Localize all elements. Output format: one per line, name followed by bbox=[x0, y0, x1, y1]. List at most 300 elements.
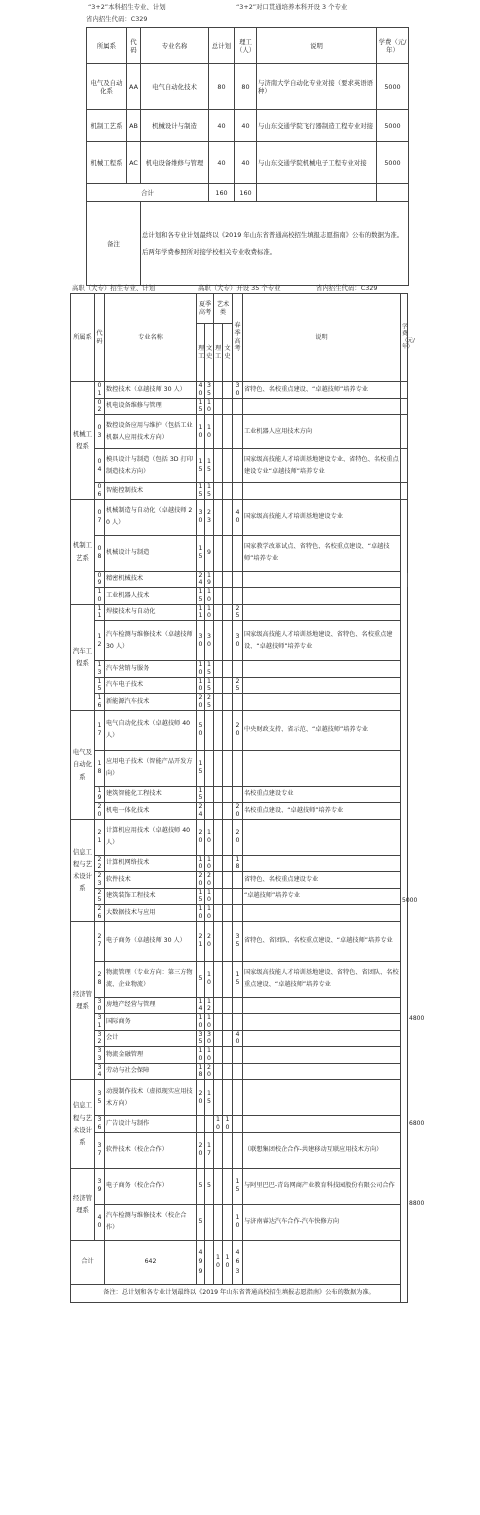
cell-science: 5 bbox=[197, 961, 205, 997]
cell-major: 机电设备维修与管理 bbox=[105, 398, 197, 415]
cell-art-science bbox=[214, 604, 223, 621]
cell-liberal: 12 bbox=[205, 997, 214, 1014]
cell-science: 11 bbox=[197, 604, 205, 621]
cell-desc: 国家级高技能人才培训基地建设专业 bbox=[243, 499, 401, 535]
cell-desc bbox=[243, 1014, 401, 1031]
cell-spring: 18 bbox=[233, 855, 243, 872]
cell-art-liberal bbox=[223, 604, 233, 621]
total-art-science: 10 bbox=[214, 1240, 223, 1284]
cell-art-science bbox=[214, 855, 223, 872]
cell-major: 机电一体化技术 bbox=[105, 803, 197, 820]
cell-art-science bbox=[214, 535, 223, 571]
cell-code: 04 bbox=[95, 449, 105, 483]
cell-desc: “卓越技师”培养专业 bbox=[243, 888, 401, 905]
cell-liberal: 15 bbox=[205, 483, 214, 500]
cell-liberal: 20 bbox=[205, 872, 214, 889]
cell-spring bbox=[233, 1132, 243, 1168]
cell-art-liberal bbox=[223, 588, 233, 605]
cell-art-science bbox=[214, 1047, 223, 1064]
cell-science: 10 bbox=[197, 1014, 205, 1031]
table-row bbox=[71, 1063, 408, 1080]
cell-desc bbox=[243, 571, 401, 588]
bachelor-plan-table bbox=[86, 27, 409, 286]
cell-liberal bbox=[205, 1204, 214, 1240]
cell-fee-blank bbox=[401, 415, 408, 449]
table-row bbox=[71, 483, 408, 500]
cell-art-science bbox=[214, 621, 223, 661]
cell-fee: 5000 bbox=[377, 110, 409, 142]
cell-desc bbox=[243, 588, 401, 605]
cell-spring bbox=[233, 661, 243, 678]
table-row bbox=[71, 710, 408, 750]
cell-art-liberal bbox=[223, 888, 233, 905]
cell-fee-blank bbox=[401, 483, 408, 500]
cell-code: 06 bbox=[95, 483, 105, 500]
table-row bbox=[71, 888, 408, 905]
cell-liberal: 10 bbox=[205, 588, 214, 605]
cell-liberal bbox=[205, 803, 214, 820]
cell-code: 34 bbox=[95, 1063, 105, 1080]
cell-major: 电子商务（卓越技师 30 人） bbox=[105, 921, 197, 961]
cell-science: 5 bbox=[197, 1204, 205, 1240]
cell-major: 新能源汽车技术 bbox=[105, 694, 197, 711]
cell-major: 国际商务 bbox=[105, 1014, 197, 1031]
total-label: 合计 bbox=[71, 1240, 105, 1284]
total-value: 642 bbox=[105, 1240, 197, 1284]
cell-code: 30 bbox=[95, 997, 105, 1014]
th2-major: 专业名称 bbox=[105, 294, 197, 382]
cell-dept: 机械工程系 bbox=[87, 142, 127, 184]
cell-art-liberal bbox=[223, 1047, 233, 1064]
cell-art-liberal bbox=[223, 786, 233, 803]
cell-fee: 5000 bbox=[377, 142, 409, 184]
cell-spring: 25 bbox=[233, 604, 243, 621]
th-dept: 所属系 bbox=[87, 28, 127, 64]
cell-art-liberal bbox=[223, 382, 233, 399]
cell-fee: 5000 bbox=[401, 499, 408, 1302]
cell-major: 焊接技术与自动化 bbox=[105, 604, 197, 621]
cell-code: AA bbox=[127, 64, 141, 110]
cell-dept: 汽车工程系 bbox=[71, 604, 95, 710]
th-total: 总计划 bbox=[209, 28, 235, 64]
cell-liberal: 10 bbox=[205, 415, 214, 449]
cell-major: 智能控制技术 bbox=[105, 483, 197, 500]
th2-science: 理工 bbox=[197, 324, 205, 382]
cell-spring: 30 bbox=[233, 621, 243, 661]
th2-liberal: 文史 bbox=[205, 324, 214, 382]
cell-desc bbox=[243, 398, 401, 415]
table-row bbox=[71, 750, 408, 786]
table-row bbox=[71, 415, 408, 449]
cell-science: 40 bbox=[197, 382, 205, 399]
cell-science: 10 bbox=[197, 855, 205, 872]
cell-desc bbox=[243, 819, 401, 855]
plan1-title: “3+2”本科招生专业、计划 bbox=[88, 3, 166, 11]
cell-art-science bbox=[214, 1063, 223, 1080]
table-row bbox=[71, 677, 408, 694]
cell-art-science bbox=[214, 382, 223, 399]
total-row bbox=[71, 1240, 408, 1284]
cell-spring bbox=[233, 588, 243, 605]
cell-code: 01 bbox=[95, 382, 105, 399]
cell-major: 汽车检测与维修技术（校企合作） bbox=[105, 1204, 197, 1240]
cell-code: AB bbox=[127, 110, 141, 142]
cell-art-liberal bbox=[223, 661, 233, 678]
cell-art-liberal bbox=[223, 1132, 233, 1168]
cell-liberal: 19 bbox=[205, 571, 214, 588]
cell-art-science bbox=[214, 661, 223, 678]
cell-art-liberal bbox=[223, 415, 233, 449]
cell-art-liberal bbox=[223, 499, 233, 535]
cell-science: 15 bbox=[197, 449, 205, 483]
cell-major: 机械设计与制造 bbox=[105, 535, 197, 571]
cell-art-science bbox=[214, 786, 223, 803]
cell-major: 数控设备应用与维护（包括工业机器人应用技术方向） bbox=[105, 415, 197, 449]
th2-art-science: 理工 bbox=[214, 324, 223, 382]
cell-art-science bbox=[214, 819, 223, 855]
cell-liberal bbox=[205, 1116, 214, 1133]
cell-code: 12 bbox=[95, 621, 105, 661]
cell-liberal bbox=[205, 710, 214, 750]
cell-science: 20 bbox=[197, 1132, 205, 1168]
cell-dept: 机制工艺系 bbox=[87, 110, 127, 142]
cell-major: 机械设计与制造 bbox=[141, 110, 209, 142]
cell-code: AC bbox=[127, 142, 141, 184]
cell-dept: 电气及自动化系 bbox=[87, 64, 127, 110]
cell-major: 物流管理（专业方向：第三方物流、企业物流） bbox=[105, 961, 197, 997]
cell-science: 80 bbox=[235, 64, 257, 110]
cell-science: 15 bbox=[197, 483, 205, 500]
cell-art-liberal bbox=[223, 571, 233, 588]
cell-major: 会计 bbox=[105, 1030, 197, 1047]
total-spring: 463 bbox=[233, 1240, 243, 1284]
cell-fee-blank bbox=[401, 398, 408, 415]
th-major: 专业名称 bbox=[141, 28, 209, 64]
cell-desc bbox=[243, 694, 401, 711]
cell-major: 机械制造与自动化（卓越技师 20 人） bbox=[105, 499, 197, 535]
cell-code: 37 bbox=[95, 1132, 105, 1168]
table-row bbox=[71, 398, 408, 415]
cell-major: 电气自动化技术（卓越技师 40 人） bbox=[105, 710, 197, 750]
cell-desc: 与济南大学自动化专业对接（要求英语语种） bbox=[257, 64, 377, 110]
cell-liberal bbox=[205, 786, 214, 803]
cell-desc bbox=[243, 750, 401, 786]
plan2-subtitle: 高职（大专）开设 35 个专业 bbox=[198, 284, 281, 292]
cell-art-science bbox=[214, 483, 223, 500]
remark-text: 备注：总计划和各专业计划最终以《2019 年山东省普通高校招生填报志愿指南》公布的数据为准。 bbox=[71, 1284, 408, 1302]
cell-dept: 经济管理系 bbox=[71, 921, 95, 1080]
cell-science: 15 bbox=[197, 398, 205, 415]
cell-code: 32 bbox=[95, 1030, 105, 1047]
cell-science: 18 bbox=[197, 1063, 205, 1080]
remark-label: 备注 bbox=[87, 202, 141, 286]
cell-science: 40 bbox=[235, 110, 257, 142]
table-row bbox=[71, 961, 408, 997]
cell-fee-blank bbox=[401, 382, 408, 399]
cell-art-science bbox=[214, 588, 223, 605]
cell-dept: 信息工程与艺术设计系 bbox=[71, 819, 95, 921]
cell-spring bbox=[233, 449, 243, 483]
cell-code: 19 bbox=[95, 786, 105, 803]
cell-total: 40 bbox=[209, 110, 235, 142]
cell-major: 劳动与社会保障 bbox=[105, 1063, 197, 1080]
table-row bbox=[71, 1204, 408, 1240]
cell-art-science bbox=[214, 415, 223, 449]
cell-code: 31 bbox=[95, 1014, 105, 1031]
total-science: 160 bbox=[235, 184, 257, 202]
cell-spring: 30 bbox=[233, 382, 243, 399]
table-row bbox=[71, 855, 408, 872]
cell-art-science bbox=[214, 677, 223, 694]
cell-major: 汽车电子技术 bbox=[105, 677, 197, 694]
cell-desc bbox=[243, 905, 401, 922]
table-row: 经济管理系 27 电子商务（卓越技师 30 人） 21 20 35 省特色、省团队、名校重点建设、“卓越技师”培养专业 4800 bbox=[71, 921, 408, 961]
cell-art-science bbox=[214, 921, 223, 961]
cell-major: 建筑装饰工程技术 bbox=[105, 888, 197, 905]
cell-desc bbox=[243, 604, 401, 621]
cell-liberal: 10 bbox=[205, 905, 214, 922]
cell-code: 23 bbox=[95, 872, 105, 889]
th-desc: 说明 bbox=[257, 28, 377, 64]
cell-spring bbox=[233, 571, 243, 588]
cell-science: 5 bbox=[197, 1168, 205, 1204]
cell-art-science bbox=[214, 750, 223, 786]
cell-art-liberal bbox=[223, 694, 233, 711]
plan2-code: 省内招生代码：C329 bbox=[316, 284, 378, 292]
cell-spring bbox=[233, 1047, 243, 1064]
cell-art-science bbox=[214, 449, 223, 483]
table-row bbox=[71, 588, 408, 605]
cell-art-liberal bbox=[223, 710, 233, 750]
total-desc bbox=[243, 1240, 401, 1284]
cell-desc: 与阿里巴巴-青岛网商产业教育科技园股份有限公司合作 bbox=[243, 1168, 401, 1204]
cell-liberal: 10 bbox=[205, 1047, 214, 1064]
cell-liberal: 10 bbox=[205, 888, 214, 905]
table-row bbox=[71, 1116, 408, 1133]
cell-fee-blank bbox=[401, 449, 408, 483]
cell-science: 15 bbox=[197, 786, 205, 803]
cell-art-science bbox=[214, 710, 223, 750]
cell-major: 计算机应用技术（卓越技师 40 人） bbox=[105, 819, 197, 855]
cell-art-liberal bbox=[223, 398, 233, 415]
cell-science: 30 bbox=[197, 499, 205, 535]
cell-science: 20 bbox=[197, 872, 205, 889]
cell-liberal: 30 bbox=[205, 621, 214, 661]
cell-art-liberal bbox=[223, 1168, 233, 1204]
cell-liberal: 23 bbox=[205, 499, 214, 535]
th-fee: 学费（元/年） bbox=[377, 28, 409, 64]
cell-desc bbox=[243, 855, 401, 872]
cell-major: 模具设计与制造（包括 3D 打印制造技术方向） bbox=[105, 449, 197, 483]
cell-code: 36 bbox=[95, 1116, 105, 1133]
cell-science: 21 bbox=[197, 921, 205, 961]
cell-art-liberal bbox=[223, 621, 233, 661]
cell-science: 24 bbox=[197, 803, 205, 820]
cell-science: 10 bbox=[197, 905, 205, 922]
cell-art-science bbox=[214, 1030, 223, 1047]
cell-code: 10 bbox=[95, 588, 105, 605]
plan1-subtitle: “3+2”对口贯通培养本科开设 3 个专业 bbox=[236, 3, 348, 11]
cell-science: 10 bbox=[197, 677, 205, 694]
cell-art-science: 10 bbox=[214, 1116, 223, 1133]
cell-code: 16 bbox=[95, 694, 105, 711]
cell-art-liberal bbox=[223, 905, 233, 922]
cell-art-liberal bbox=[223, 1030, 233, 1047]
cell-major: 软件技术（校企合作） bbox=[105, 1132, 197, 1168]
th2-art-liberal: 文史 bbox=[223, 324, 233, 382]
cell-desc bbox=[243, 483, 401, 500]
cell-code: 39 bbox=[95, 1168, 105, 1204]
cell-code: 28 bbox=[95, 961, 105, 997]
th2-desc: 说明 bbox=[243, 294, 401, 382]
table-row bbox=[71, 499, 408, 535]
cell-science: 14 bbox=[197, 997, 205, 1014]
cell-desc bbox=[243, 1047, 401, 1064]
cell-major: 电气自动化技术 bbox=[141, 64, 209, 110]
cell-code: 11 bbox=[95, 604, 105, 621]
cell-spring bbox=[233, 535, 243, 571]
cell-code: 13 bbox=[95, 661, 105, 678]
cell-art-liberal bbox=[223, 750, 233, 786]
cell-desc bbox=[243, 677, 401, 694]
cell-fee: 5000 bbox=[377, 64, 409, 110]
cell-spring bbox=[233, 872, 243, 889]
cell-art-liberal bbox=[223, 1204, 233, 1240]
cell-liberal: 10 bbox=[205, 604, 214, 621]
cell-liberal: 10 bbox=[205, 961, 214, 997]
table-row bbox=[71, 803, 408, 820]
cell-art-liberal bbox=[223, 855, 233, 872]
cell-art-liberal bbox=[223, 483, 233, 500]
cell-science: 24 bbox=[197, 571, 205, 588]
table-row bbox=[71, 571, 408, 588]
cell-major: 机电设备维修与管理 bbox=[141, 142, 209, 184]
cell-art-science bbox=[214, 803, 223, 820]
cell-code: 15 bbox=[95, 677, 105, 694]
cell-liberal: 5 bbox=[205, 1168, 214, 1204]
cell-desc: 国家级高技能人才培训基地建设专业、省特色、名校重点建设专业“卓越技师”培养专业 bbox=[243, 449, 401, 483]
cell-spring: 15 bbox=[233, 1168, 243, 1204]
cell-science: 15 bbox=[197, 588, 205, 605]
cell-art-science bbox=[214, 694, 223, 711]
cell-code: 40 bbox=[95, 1204, 105, 1240]
cell-science: 35 bbox=[197, 1030, 205, 1047]
cell-code: 02 bbox=[95, 398, 105, 415]
cell-art-liberal bbox=[223, 1014, 233, 1031]
cell-science: 10 bbox=[197, 415, 205, 449]
cell-science: 40 bbox=[235, 142, 257, 184]
cell-art-science bbox=[214, 997, 223, 1014]
cell-art-science bbox=[214, 1168, 223, 1204]
cell-code: 03 bbox=[95, 415, 105, 449]
table-row bbox=[71, 905, 408, 922]
cell-art-liberal bbox=[223, 1063, 233, 1080]
cell-art-liberal bbox=[223, 677, 233, 694]
cell-art-science bbox=[214, 1080, 223, 1116]
cell-art-liberal bbox=[223, 997, 233, 1014]
cell-desc: 省特色、名校重点建设、“卓越技师”培养专业 bbox=[243, 382, 401, 399]
cell-spring bbox=[233, 415, 243, 449]
cell-dept: 信息工程与艺术设计系 bbox=[71, 1080, 95, 1169]
cell-major: 工业机器人技术 bbox=[105, 588, 197, 605]
cell-code: 27 bbox=[95, 921, 105, 961]
table-row bbox=[71, 1014, 408, 1031]
th2-dept: 所属系 bbox=[71, 294, 95, 382]
cell-desc: 与山东交通学院飞行器制造工程专业对接 bbox=[257, 110, 377, 142]
cell-art-science bbox=[214, 888, 223, 905]
cell-spring bbox=[233, 1080, 243, 1116]
cell-spring: 40 bbox=[233, 1030, 243, 1047]
cell-liberal: 20 bbox=[205, 921, 214, 961]
cell-major: 物流金融管理 bbox=[105, 1047, 197, 1064]
cell-liberal: 10 bbox=[205, 819, 214, 855]
cell-desc bbox=[243, 997, 401, 1014]
cell-spring bbox=[233, 483, 243, 500]
th2-art: 艺术类 bbox=[214, 294, 233, 324]
cell-science: 20 bbox=[197, 694, 205, 711]
cell-desc: 与济南睿达汽车合作-汽车快修方向 bbox=[243, 1204, 401, 1240]
cell-major: 动漫制作技术（虚拟现实应用技术方向） bbox=[105, 1080, 197, 1116]
table-row bbox=[71, 1030, 408, 1047]
cell-art-science bbox=[214, 1132, 223, 1168]
cell-art-liberal bbox=[223, 921, 233, 961]
cell-art-science bbox=[214, 1204, 223, 1240]
cell-major: 计算机网络技术 bbox=[105, 855, 197, 872]
remark-row bbox=[71, 1284, 408, 1302]
cell-code: 35 bbox=[95, 1080, 105, 1116]
vocational-plan-table bbox=[70, 293, 425, 1303]
cell-liberal: 20 bbox=[205, 1063, 214, 1080]
cell-dept: 经济管理系 bbox=[71, 1168, 95, 1240]
cell-major: 广告设计与制作 bbox=[105, 1116, 197, 1133]
table-row bbox=[71, 604, 408, 621]
cell-major: 汽车营销与服务 bbox=[105, 661, 197, 678]
plan2-title: 高职（大专）招生专业、计划 bbox=[72, 284, 156, 292]
cell-code: 09 bbox=[95, 571, 105, 588]
cell-liberal: 17 bbox=[205, 1132, 214, 1168]
cell-desc bbox=[243, 661, 401, 678]
cell-art-liberal bbox=[223, 819, 233, 855]
cell-spring bbox=[233, 1063, 243, 1080]
total-label: 合计 bbox=[87, 184, 209, 202]
cell-code: 20 bbox=[95, 803, 105, 820]
cell-major: 电子商务（校企合作） bbox=[105, 1168, 197, 1204]
cell-spring bbox=[233, 398, 243, 415]
cell-spring: 25 bbox=[233, 677, 243, 694]
cell-desc: （联想集团校企合作-共建移动互联应用技术方向） bbox=[243, 1132, 401, 1168]
table-row bbox=[87, 142, 409, 184]
cell-spring bbox=[233, 786, 243, 803]
table-row bbox=[71, 872, 408, 889]
cell-liberal: 15 bbox=[205, 1080, 214, 1116]
cell-art-liberal bbox=[223, 535, 233, 571]
cell-spring: 15 bbox=[233, 961, 243, 997]
cell-desc: 工业机器人应用技术方向 bbox=[243, 415, 401, 449]
cell-spring bbox=[233, 997, 243, 1014]
cell-code: 07 bbox=[95, 499, 105, 535]
cell-spring: 10 bbox=[233, 1204, 243, 1240]
cell-liberal: 9 bbox=[205, 535, 214, 571]
cell-liberal: 30 bbox=[205, 1030, 214, 1047]
cell-code: 17 bbox=[95, 710, 105, 750]
cell-major: 大数据技术与应用 bbox=[105, 905, 197, 922]
total-art-liberal: 10 bbox=[223, 1240, 233, 1284]
total-science: 499 bbox=[197, 1240, 205, 1284]
table-row bbox=[71, 786, 408, 803]
cell-code: 25 bbox=[95, 888, 105, 905]
remark-row bbox=[87, 202, 409, 286]
cell-spring: 20 bbox=[233, 819, 243, 855]
